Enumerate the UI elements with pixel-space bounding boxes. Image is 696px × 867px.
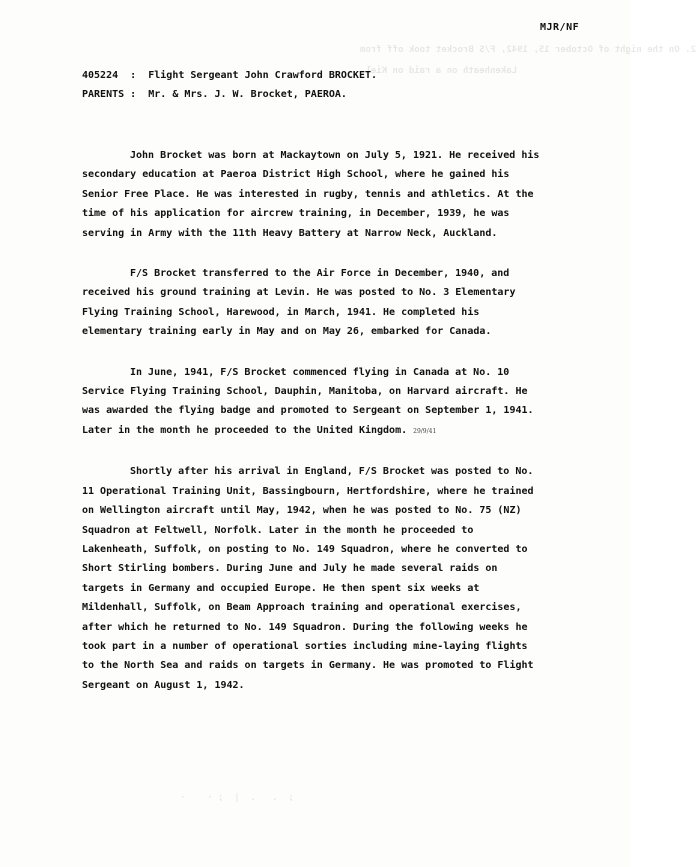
bleed-through-text: ; . . | ; · · bbox=[180, 793, 294, 803]
record-header bbox=[82, 66, 582, 104]
paragraph-early-life: John Brocket was born at Mackaytown on July 5, 1921. He received his secondary education at Paeroa District High School, where he gained his Senior Free Place. He was interested in rugby, tennis and athletics. At the time of his application for aircrew training, in December, 1939, he was serving in Army with the 11th Heavy Battery at Narrow Neck, Auckland. bbox=[82, 150, 540, 239]
service-number-row: 405224 : Flight Sergeant John Crawford BROCKET. bbox=[82, 70, 378, 81]
handwritten-date-note: 29/9/41 bbox=[413, 427, 437, 435]
biography-text bbox=[82, 146, 542, 716]
paragraph-air-force-training: F/S Brocket transferred to the Air Force in December, 1940, and received his ground training at Levin. He was posted to No. 3 Elementary Flying Training School, Harewood, in March, 1941. He completed his elementary training early in May and on May 26, embarked for Canada. bbox=[82, 268, 516, 338]
parents-label: PARENTS bbox=[82, 89, 125, 100]
paragraph-england-operations: Shortly after his arrival in England, F/S Brocket was posted to No. 11 Operational Training Unit, Bassingbourn, Hertfordshire, where he trained on Wellington aircraft until May, 1942, when he was posted to No. 75 (NZ) Squadron at Feltwell, Norfolk. Later in the month he proceeded to Lakenheath, Suffolk, on posting to No. 149 Squadron, where he converted to Short Stirling bombers. During June and July he made several raids on targets in Germany and occupied Europe. He then spent six weeks at Mildenhall, Suffolk, on Beam Approach training and operational exercises, after which he returned to No. 149 Squadron. During the following weeks he took part in a number of operational sorties including mine-laying flights to the North Sea and raids on targets in Germany. He was promoted to Flight Sergeant on August 1, 1942. bbox=[82, 466, 534, 691]
bleed-through-text: 2. On the night of October 15, 1942, F/S Brocket took off from bbox=[360, 45, 696, 55]
paragraph-canada bbox=[82, 363, 542, 442]
paragraph-canada-text: In June, 1941, F/S Brocket commenced flying in Canada at No. 10 Service Flying Training School, Dauphin, Manitoba, on Harvard aircraft. He was awarded the flying badge and promoted to Sergeant on September 1, 1941. Later in the month he proceeded to the United Kingdom. bbox=[82, 366, 534, 436]
bleed-through-text: Lakenheath on a raid on Kiel. bbox=[360, 66, 518, 76]
parents-row: PARENTS : Mr. & Mrs. J. W. Brocket, PAEROA. bbox=[82, 89, 347, 100]
parents-names: Mr. & Mrs. J. W. Brocket, PAEROA. bbox=[148, 89, 347, 100]
service-number: 405224 bbox=[82, 70, 119, 81]
reference-code: MJR/NF bbox=[540, 22, 580, 33]
airman-name: Flight Sergeant John Crawford BROCKET. bbox=[148, 70, 378, 81]
